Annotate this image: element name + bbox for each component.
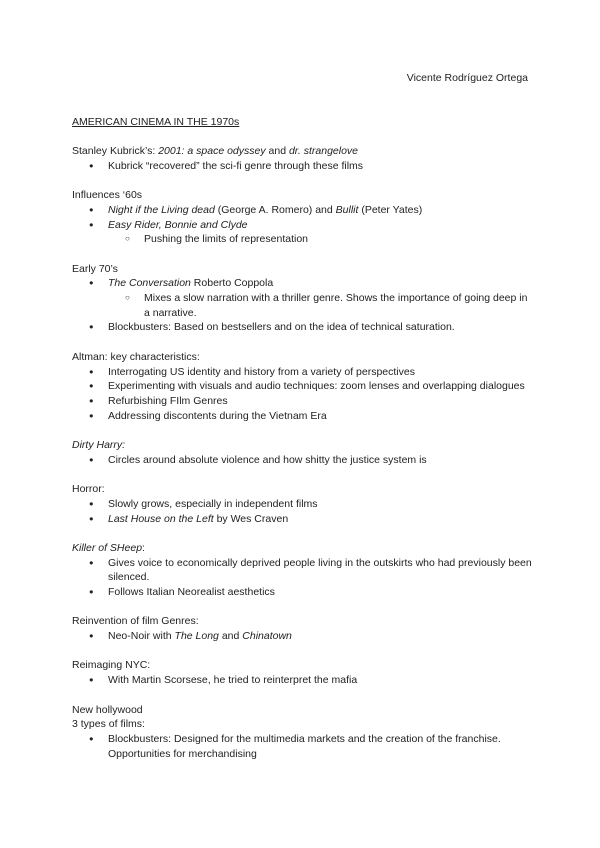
bullet-list [72,732,532,761]
section-heading: New hollywood [72,703,143,716]
section-influences [72,188,532,247]
author-name: Vicente Rodríguez Ortega [406,72,528,84]
bullet-list [72,673,532,688]
list-item: ● With Martin Scorsese, he tried to reinterpret the mafia [72,673,532,688]
section-dirty-harry [72,438,532,467]
list-item: ● Addressing discontents during the Vietnam Era [72,409,532,424]
bullet-list [72,629,532,644]
section-heading: Reimaging NYC: [72,659,151,672]
list-item: ● Gives voice to economically deprived people living in the outskirts who had previously been silenced. [72,556,532,585]
section-heading: Dirty Harry: [72,439,126,451]
section-heading: Stanley Kubrick’s: 2001: a space odyssey and dr. strangelove [72,145,359,157]
section-heading: Early 70’s [72,262,118,275]
section-reinvention [72,614,532,643]
section-altman [72,350,532,424]
list-item: ● Neo-Noir with The Long and Chinatown [72,629,532,644]
bullet-list [72,203,532,247]
section-new-hollywood [72,703,532,762]
bullet-list [72,497,532,526]
bullet-list [72,453,532,468]
sub-list-item: ○ Mixes a slow narration with a thriller genre. Shows the importance of going deep in a narrative. [72,291,532,320]
bullet-list [72,276,532,335]
list-item: ● Last House on the Left by Wes Craven [72,512,532,527]
section-horror [72,482,532,526]
sub-list-item: ○ Pushing the limits of representation [72,232,532,247]
list-item: ● Experimenting with visuals and audio techniques: zoom lenses and overlapping dialogues [72,379,532,394]
bullet-list [72,556,532,600]
section-killer-of-sheep [72,541,532,600]
list-item: ● Easy Rider, Bonnie and Clyde [72,218,532,233]
section-subheading: 3 types of films: [72,718,145,731]
bullet-list [72,365,532,424]
list-item: ● Kubrick “recovered” the sci-fi genre through these films [72,159,532,174]
section-heading: Altman: key characteristics: [72,350,200,363]
section-early-70s [72,262,532,336]
list-item: ● The Conversation Roberto Coppola [72,276,532,291]
list-item: ● Blockbusters: Based on bestsellers and on the idea of technical saturation. [72,320,532,335]
list-item: ● Blockbusters: Designed for the multimedia markets and the creation of the franchise. Opportunities for merchandising [72,732,532,761]
bullet-list [72,159,532,174]
section-reimaging-nyc [72,658,532,687]
document-body [72,144,532,761]
section-kubrick [72,144,532,173]
page-title: AMERICAN CINEMA IN THE 1970s [72,116,240,128]
list-item: ● Follows Italian Neorealist aesthetics [72,585,532,600]
section-heading: Horror: [72,483,105,496]
list-item: ● Refurbishing FIlm Genres [72,394,532,409]
list-item: ● Circles around absolute violence and how shitty the justice system is [72,453,532,468]
list-item: ● Night if the Living dead (George A. Romero) and Bullit (Peter Yates) [72,203,532,218]
list-item: ● Slowly grows, especially in independent films [72,497,532,512]
section-heading: Influences ‘60s [72,189,143,202]
section-heading: Reinvention of film Genres: [72,615,199,628]
list-item: ● Interrogating US identity and history from a variety of perspectives [72,365,532,380]
section-heading: Killer of SHeep: [72,541,145,554]
